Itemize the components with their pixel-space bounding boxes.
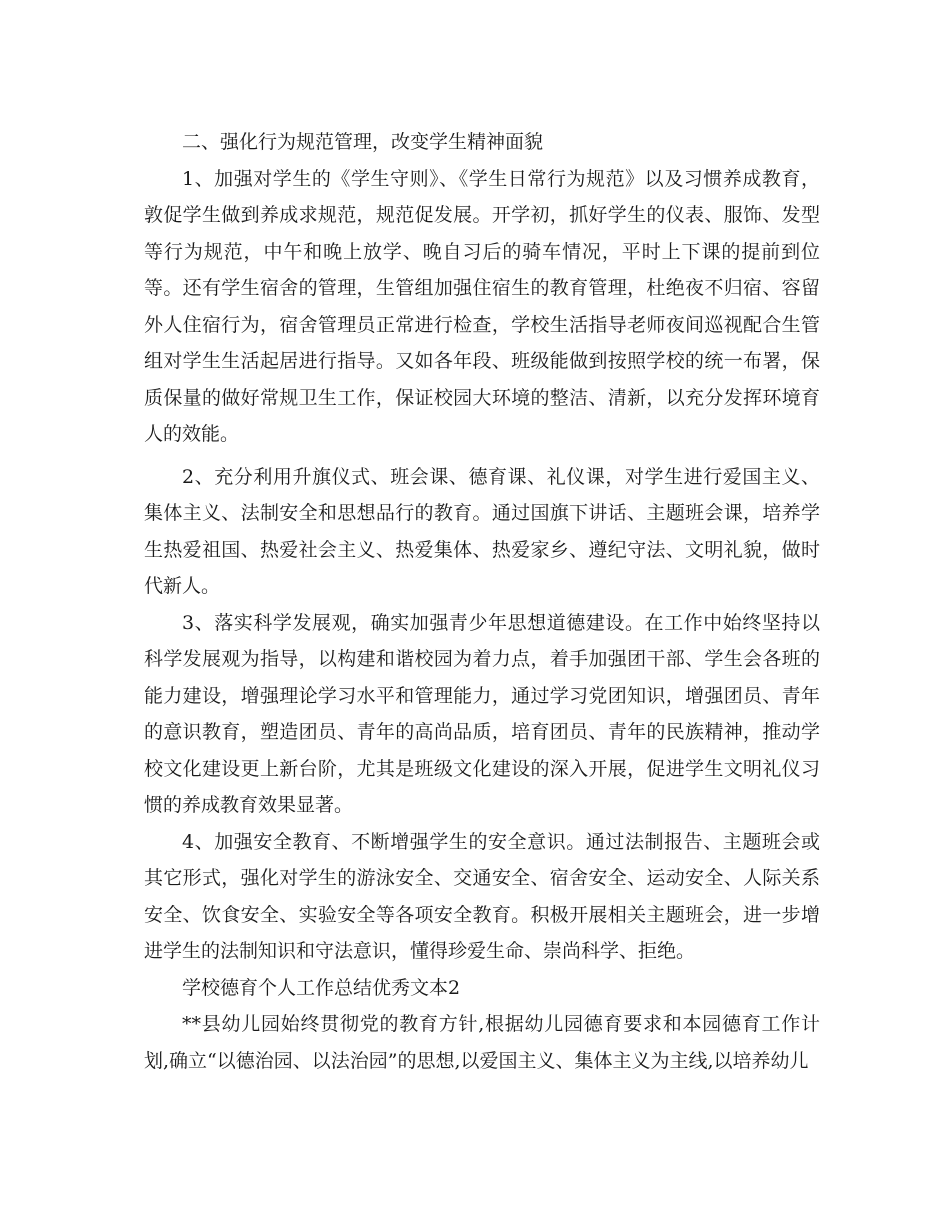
paragraph-item-4: 4、加强安全教育、不断增强学生的安全意识。通过法制报告、主题班会或其它形式，强化对学生的游泳安全、交通安全、宿舍安全、运动安全、人际关系安全、饮食安全、实验安全等各项安全教育。积极开展相关主题班会，进一步增进学生的法制知识和守法意识，懂得珍爱生命、崇尚科学、拒绝。 xyxy=(144,830,820,962)
paragraph-item-1: 1、加强对学生的《学生守则》、《学生日常行为规范》以及习惯养成教育，敦促学生做到养成求规范，规范促发展。开学初，抓好学生的仪表、服饰、发型等行为规范，中午和晚上放学、晚自习后的骑车情况，平时上下课的提前到位等。还有学生宿舍的管理，生管组加强住宿生的教育管理，杜绝夜不归宿、容留外人住宿行为，宿舍管理员正常进行检查，学校生活指导老师夜间巡视配合生管组对学生生活起居进行指导。又如各年段、班级能做到按照学校的统一布署，保质保量的做好常规卫生工作，保证校园大环境的整洁、清新，以充分发挥环境育人的效能。 xyxy=(144,167,820,445)
subtitle: 学校德育个人工作总结优秀文本2 xyxy=(182,976,461,999)
paragraph-intro: **县幼儿园始终贯彻党的教育方针,根据幼儿园德育要求和本园德育工作计划,确立“以德治园、以法治园”的思想,以爱国主义、集体主义为主线,以培养幼儿 xyxy=(144,1013,820,1072)
paragraph-item-3: 3、落实科学发展观，确实加强青少年思想道德建设。在工作中始终坚持以科学发展观为指导，以构建和谐校园为着力点，着手加强团干部、学生会各班的能力建设，增强理论学习水平和管理能力，通过学习党团知识，增强团员、青年的意识教育，塑造团员、青年的高尚品质，培育团员、青年的民族精神，推动学校文化建设更上新台阶，尤其是班级文化建设的深入开展，促进学生文明礼仪习惯的养成教育效果显著。 xyxy=(144,611,820,816)
section-heading: 二、强化行为规范管理，改变学生精神面貌 xyxy=(182,131,544,153)
document-body xyxy=(144,124,820,1079)
paragraph-item-2: 2、充分利用升旗仪式、班会课、德育课、礼仪课，对学生进行爱国主义、集体主义、法制安全和思想品行的教育。通过国旗下讲话、主题班会课，培养学生热爱祖国、热爱社会主义、热爱集体、热爱家乡、遵纪守法、文明礼貌，做时代新人。 xyxy=(144,465,820,597)
